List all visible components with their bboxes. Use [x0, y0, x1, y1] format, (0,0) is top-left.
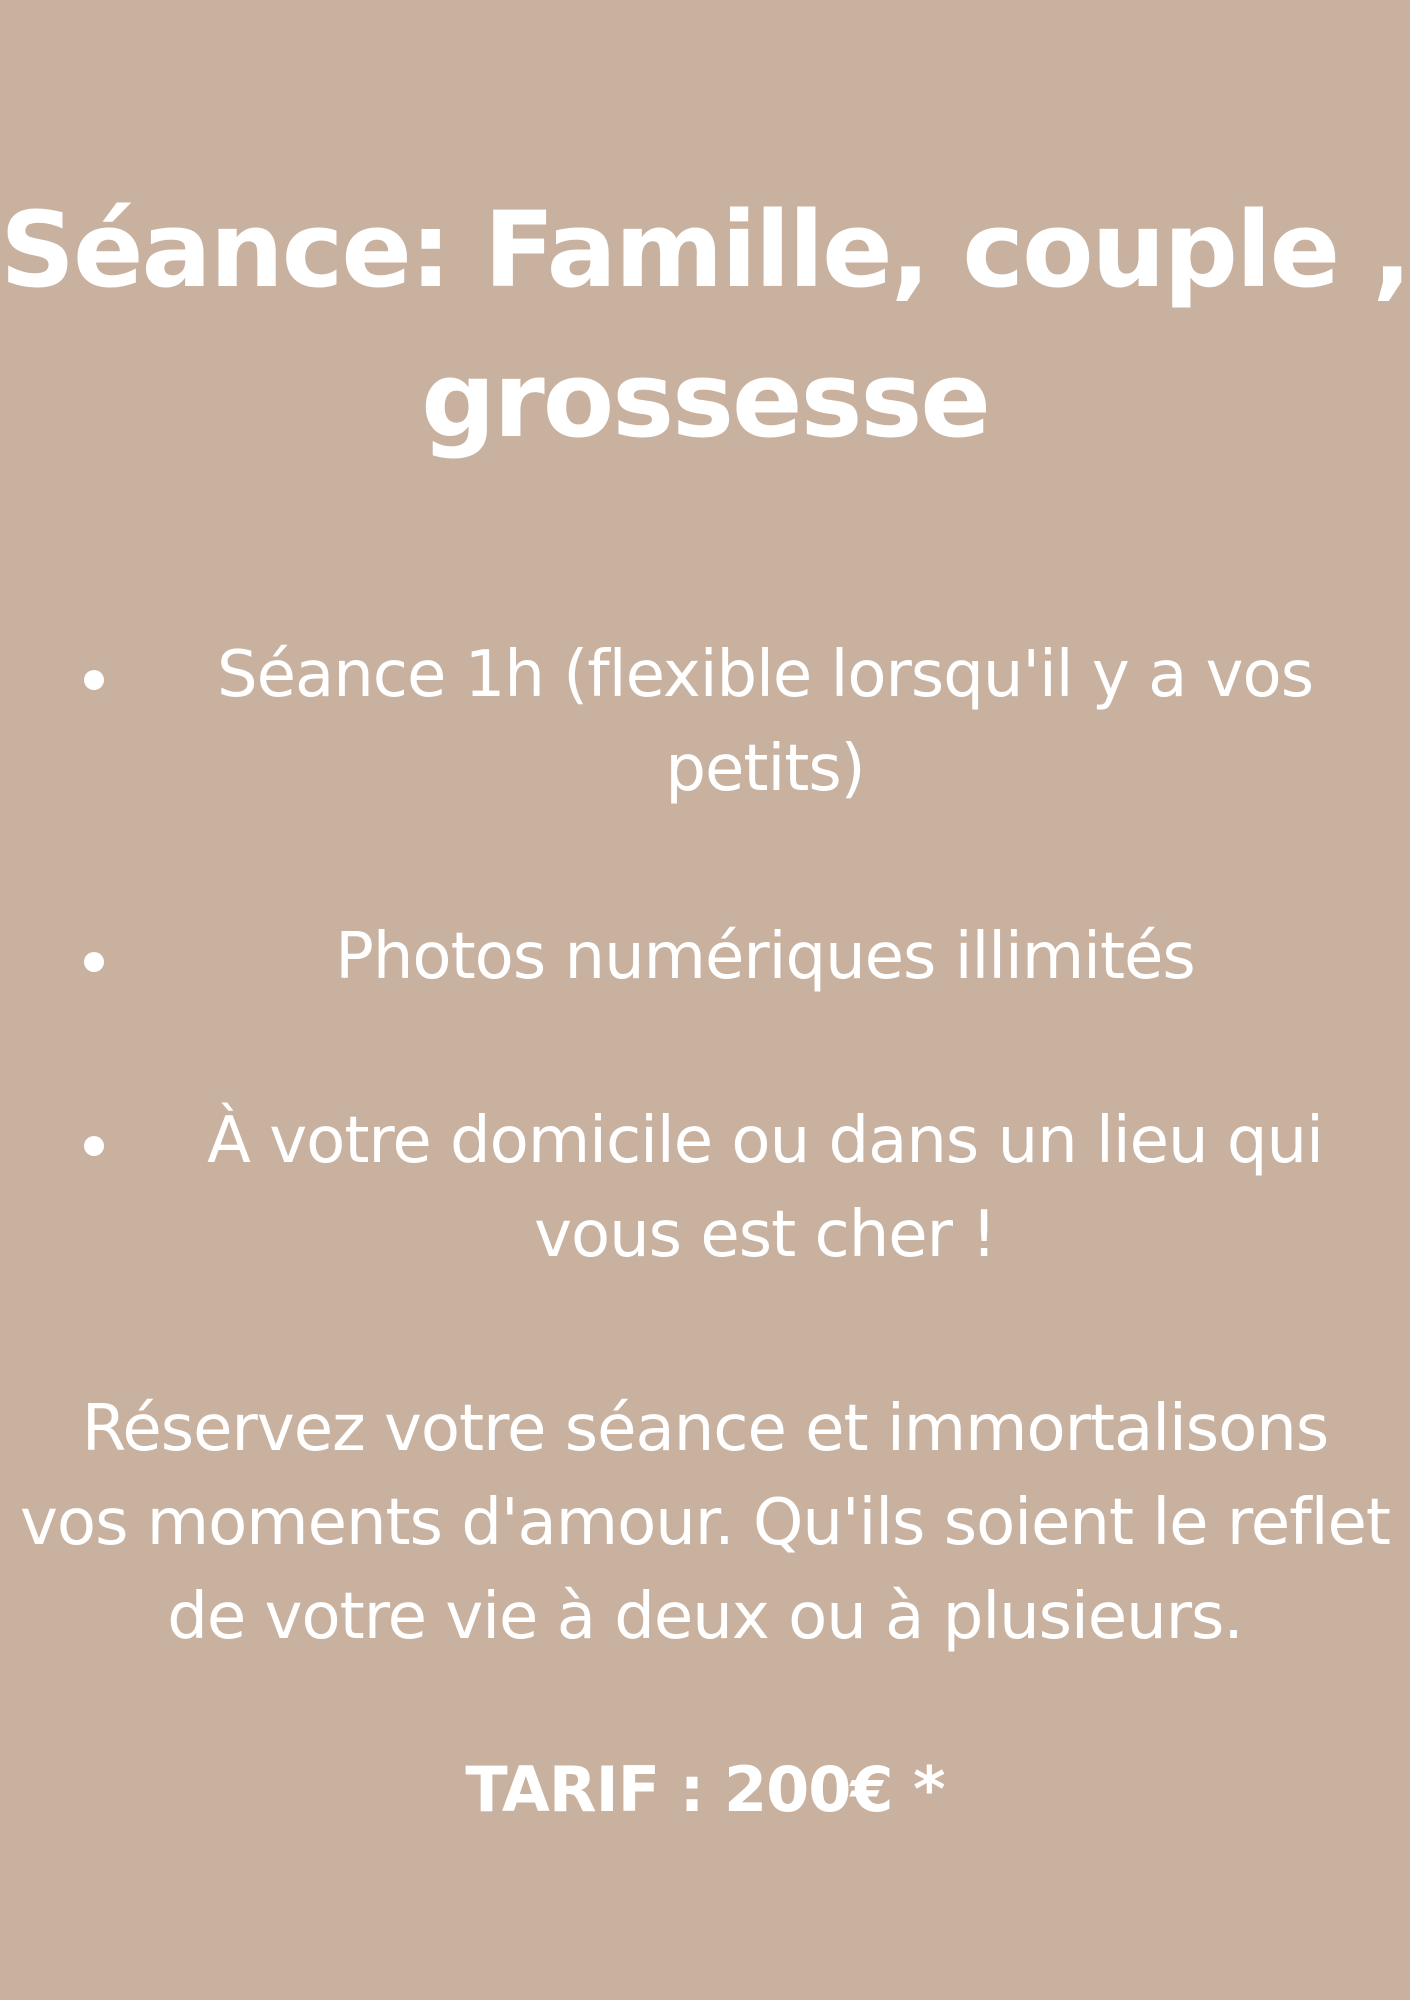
list-item — [0, 1094, 1410, 1282]
page-title: Séance: Famille, couple , grossesse — [0, 189, 1410, 461]
list-item-text: À votre domicile ou dans un lieu qui vous est cher ! — [207, 1104, 1323, 1272]
price-label: TARIF : 200€ * — [465, 1753, 945, 1826]
bullet-icon — [84, 952, 104, 972]
bullet-icon — [84, 670, 104, 690]
description-paragraph: Réservez votre séance et immortalisons vos moments d'amour. Qu'ils soient le reflet de votre vie à deux ou à plusieurs. — [20, 1392, 1390, 1654]
list-item-text: Photos numériques illimités — [335, 920, 1195, 994]
list-item — [0, 628, 1410, 816]
list-item-text: Séance 1h (flexible lorsqu'il y a vos petits) — [216, 638, 1314, 806]
bullet-icon — [84, 1136, 104, 1156]
list-item — [0, 910, 1410, 1004]
